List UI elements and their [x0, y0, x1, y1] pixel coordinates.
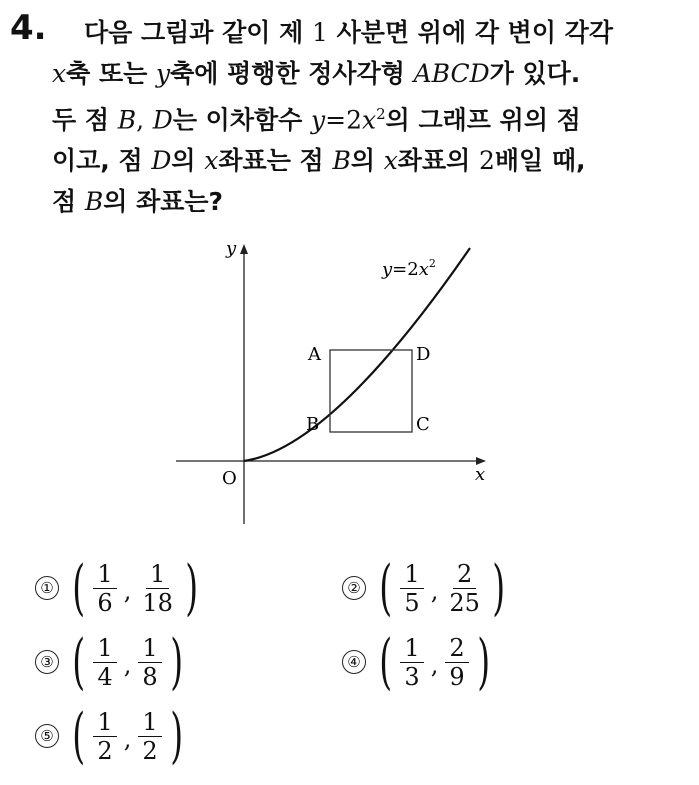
choice-5-marker: ⑤ — [35, 724, 59, 748]
choice-1-marker: ① — [35, 576, 59, 600]
problem-number: 4. — [10, 8, 47, 48]
stem-line-2: x축 또는 y축에 평행한 정사각형 ABCD가 있다. — [52, 59, 581, 88]
choice-3-marker: ③ — [35, 650, 59, 674]
square-abcd — [330, 350, 412, 432]
point-label-a: A — [308, 344, 321, 365]
parabola-curve — [244, 248, 470, 461]
y-axis-label: y — [226, 238, 237, 259]
origin-label: O — [222, 468, 237, 489]
graph-figure — [170, 232, 500, 532]
point-label-d: D — [416, 344, 431, 365]
choice-2[interactable]: ② ( $\frac{1}{5}$ , $\frac{2}{25}$ ) — [342, 558, 510, 618]
choice-4[interactable]: ④ ( $\frac{1}{3}$ , $\frac{2}{9}$ ) — [342, 632, 495, 692]
curve-label: $y=2x^2$ — [382, 257, 436, 280]
choice-4-marker: ④ — [342, 650, 366, 674]
choice-1[interactable]: ① ( $\frac{1}{6}$ , $\frac{1}{18}$ ) — [35, 558, 203, 618]
stem-line-4: 이고, 점 D의 x좌표는 점 B의 x좌표의 2배일 때, — [52, 146, 586, 176]
choice-3[interactable]: ③ ( $\frac{1}{4}$ , $\frac{1}{8}$ ) — [35, 632, 188, 692]
stem-line-5: 점 B의 좌표는? — [52, 187, 224, 217]
problem-stem — [52, 12, 682, 222]
point-label-b: B — [306, 414, 320, 435]
stem-line-3: 두 점 B, D는 이차함수 $y=2x^2$의 그래프 위의 점 — [52, 105, 581, 135]
point-label-c: C — [416, 414, 430, 435]
stem-line-1: 다음 그림과 같이 제 1 사분면 위에 각 변이 각각 — [84, 18, 613, 47]
choice-5[interactable]: ⑤ ( $\frac{1}{2}$ , $\frac{1}{2}$ ) — [35, 706, 188, 766]
x-axis-label: x — [475, 464, 486, 485]
y-axis-arrow — [240, 244, 248, 254]
choice-2-marker: ② — [342, 576, 366, 600]
